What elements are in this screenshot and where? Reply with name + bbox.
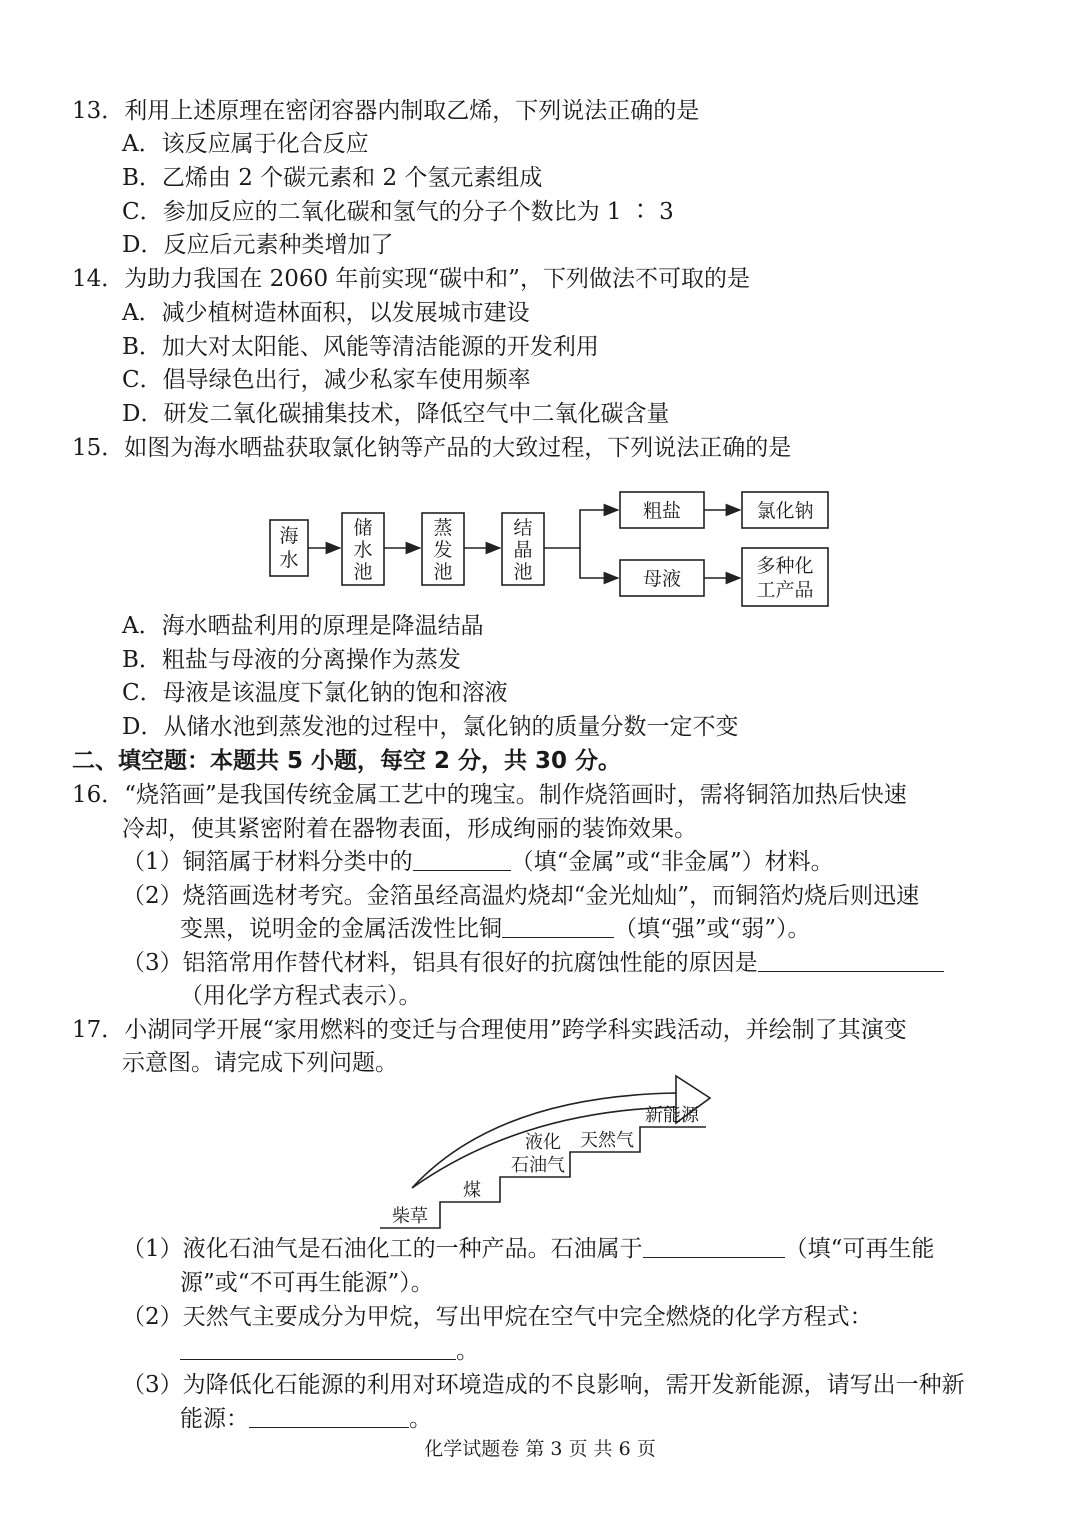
q16-part1 bbox=[122, 845, 834, 879]
q16-part2-line2 bbox=[180, 912, 811, 946]
q17-blank-3[interactable] bbox=[249, 1403, 409, 1428]
arrow-to-crude-salt bbox=[544, 510, 618, 548]
chemicals-label-1: 多种化 bbox=[756, 555, 814, 577]
q16-part1-hint: （填“金属”或“非金属”）材料。 bbox=[510, 849, 834, 875]
step-lpg-line2: 石油气 bbox=[511, 1155, 565, 1176]
q14-option-d: D．研发二氧化碳捕集技术，降低空气中二氧化碳含量 bbox=[122, 401, 670, 427]
q16-blank-1[interactable] bbox=[413, 846, 511, 871]
q16-part2-line1: （2）烧箔画选材考究。金箔虽经高温灼烧却“金光灿灿”，而铜箔灼烧后则迅速 bbox=[122, 883, 920, 909]
q17-part3-line1: （3）为降低化石能源的利用对环境造成的不良影响，需开发新能源，请写出一种新 bbox=[122, 1372, 965, 1398]
seawater-label-1: 海 bbox=[279, 525, 299, 547]
crystallization-label-2: 晶 bbox=[513, 539, 533, 561]
q13-option-c: C．参加反应的二氧化碳和氢气的分子个数比为 1 ∶ 3 bbox=[122, 199, 674, 225]
q15-option-d: D．从储水池到蒸发池的过程中，氯化钠的质量分数一定不变 bbox=[122, 714, 739, 740]
q16-blank-2[interactable] bbox=[502, 913, 614, 938]
q17-part2-line1: （2）天然气主要成分为甲烷，写出甲烷在空气中完全燃烧的化学方程式： bbox=[122, 1304, 873, 1330]
q13-option-d: D．反应后元素种类增加了 bbox=[122, 232, 394, 258]
q16-part1-text: （1）铜箔属于材料分类中的 bbox=[122, 849, 413, 875]
q15-option-b: B．粗盐与母液的分离操作为蒸发 bbox=[122, 647, 461, 673]
evaporation-label-3: 池 bbox=[433, 561, 453, 583]
q16-part2-text: 变黑，说明金的金属活泼性比铜 bbox=[180, 916, 502, 942]
q17-stem-line2: 示意图。请完成下列问题。 bbox=[122, 1050, 398, 1076]
q14-option-c: C．倡导绿色出行，减少私家车使用频率 bbox=[122, 367, 531, 393]
q13-option-a: A．该反应属于化合反应 bbox=[122, 131, 369, 157]
arrow-to-mother-liquor bbox=[580, 548, 618, 578]
q14-option-b: B．加大对太阳能、风能等清洁能源的开发利用 bbox=[122, 334, 599, 360]
q16-part3-line1 bbox=[122, 946, 944, 980]
q14-option-a: A．减少植树造林面积，以发展城市建设 bbox=[122, 300, 530, 326]
storage-label-3: 池 bbox=[353, 561, 373, 583]
q14-stem: 14．为助力我国在 2060 年前实现“碳中和”，下列做法不可取的是 bbox=[72, 266, 750, 292]
storage-label-2: 水 bbox=[353, 539, 373, 561]
crystallization-label-1: 结 bbox=[513, 517, 533, 539]
q16-part3-text: （3）铝箔常用作替代材料，铝具有很好的抗腐蚀性能的原因是 bbox=[122, 950, 758, 976]
q13-stem: 13．利用上述原理在密闭容器内制取乙烯，下列说法正确的是 bbox=[72, 98, 700, 124]
crude-salt-label: 粗盐 bbox=[642, 500, 682, 522]
q15-option-c: C．母液是该温度下氯化钠的饱和溶液 bbox=[122, 680, 508, 706]
section-2-heading: 二、填空题：本题共 5 小题，每空 2 分，共 30 分。 bbox=[72, 748, 622, 774]
q17-part3-end: 。 bbox=[409, 1406, 432, 1432]
q17-part2-line2 bbox=[180, 1334, 479, 1368]
page-footer: 化学试题卷 第 3 页 共 6 页 bbox=[424, 1438, 656, 1460]
chemicals-label-2: 工产品 bbox=[756, 579, 814, 601]
q17-part1-hint: （填“可再生能 bbox=[784, 1236, 935, 1262]
q17-part1-text: （1）液化石油气是石油化工的一种产品。石油属于 bbox=[122, 1236, 643, 1262]
mother-liquor-label: 母液 bbox=[642, 568, 682, 590]
storage-label-1: 储 bbox=[353, 517, 373, 539]
q17-blank-1[interactable] bbox=[643, 1233, 785, 1258]
q16-stem-line1: 16．“烧箔画”是我国传统金属工艺中的瑰宝。制作烧箔画时，需将铜箔加热后快速 bbox=[72, 782, 907, 808]
q17-stem-line1: 17．小湖同学开展“家用燃料的变迁与合理使用”跨学科实践活动，并绘制了其演变 bbox=[72, 1017, 907, 1043]
q17-blank-2[interactable] bbox=[180, 1335, 456, 1360]
q17-part3-line2 bbox=[180, 1402, 432, 1436]
evaporation-label-1: 蒸 bbox=[433, 517, 453, 539]
step-firewood: 柴草 bbox=[392, 1206, 428, 1227]
q16-stem-line2: 冷却，使其紧密附着在器物表面，形成绚丽的装饰效果。 bbox=[122, 816, 697, 842]
q15-stem: 15．如图为海水晒盐获取氯化钠等产品的大致过程，下列说法正确的是 bbox=[72, 435, 792, 461]
q17-part1-line1 bbox=[122, 1232, 934, 1266]
q16-part3-hint: （用化学方程式表示）。 bbox=[180, 983, 422, 1009]
step-lpg-line1: 液化 bbox=[525, 1132, 561, 1153]
q13-option-b: B．乙烯由 2 个碳元素和 2 个氢元素组成 bbox=[122, 165, 543, 191]
q15-option-a: A．海水晒盐利用的原理是降温结晶 bbox=[122, 613, 484, 639]
evaporation-label-2: 发 bbox=[433, 539, 453, 561]
q16-part2-hint: （填“强”或“弱”）。 bbox=[614, 916, 811, 942]
seawater-label-2: 水 bbox=[279, 549, 299, 571]
step-new-energy: 新能源 bbox=[645, 1105, 699, 1126]
step-natural-gas: 天然气 bbox=[580, 1130, 634, 1151]
q17-part3-text: 能源： bbox=[180, 1406, 249, 1432]
crystallization-label-3: 池 bbox=[513, 561, 533, 583]
step-coal: 煤 bbox=[463, 1180, 481, 1201]
nacl-label: 氯化钠 bbox=[756, 500, 814, 522]
q16-blank-3[interactable] bbox=[758, 947, 944, 972]
q17-part1-line2: 源”或“不可再生能源”）。 bbox=[180, 1270, 434, 1296]
q17-part2-end: 。 bbox=[456, 1338, 479, 1364]
